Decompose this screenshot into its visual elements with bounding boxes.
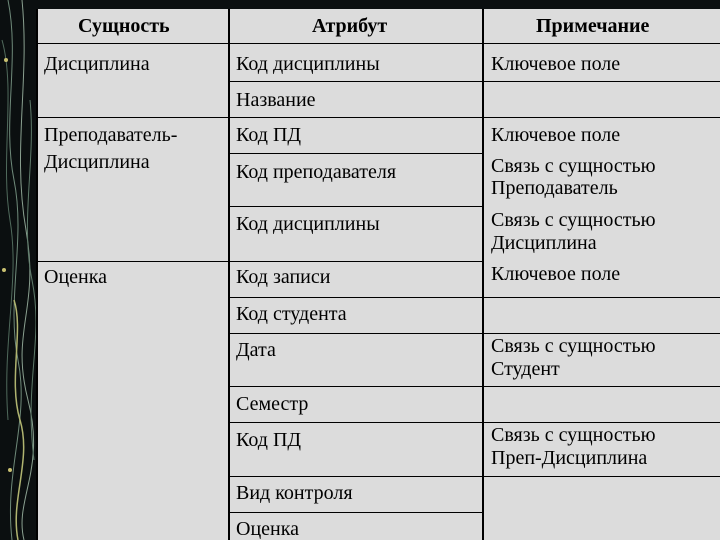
attribute-cell: Название — [236, 89, 316, 111]
note-cell: Ключевое поле — [491, 263, 621, 285]
note-row-divider — [482, 386, 720, 387]
note-cell: Преподаватель — [491, 177, 618, 199]
attribute-row-divider — [228, 206, 482, 207]
attribute-cell: Код записи — [236, 266, 331, 288]
note-row-divider — [482, 476, 720, 477]
note-cell: Дисциплина — [491, 232, 597, 254]
header-attribute: Атрибут — [312, 15, 388, 37]
entity-name: Оценка — [44, 266, 108, 288]
note-row-divider — [482, 81, 720, 82]
attribute-cell: Код ПД — [236, 124, 302, 146]
entity-row-divider — [36, 117, 228, 118]
note-cell: Ключевое поле — [491, 53, 621, 75]
note-row-divider — [482, 422, 720, 423]
attribute-row-divider — [228, 476, 482, 477]
header-note: Примечание — [536, 15, 650, 37]
attribute-cell: Оценка — [236, 518, 300, 540]
header-entity: Сущность — [78, 15, 170, 37]
note-cell: Преп-Дисциплина — [491, 447, 648, 469]
attribute-row-divider — [228, 333, 482, 334]
attribute-row-divider — [228, 512, 482, 513]
attribute-row-divider — [228, 297, 482, 298]
entity-name: Дисциплина — [44, 53, 150, 75]
attribute-cell: Код студента — [236, 303, 347, 325]
attribute-row-divider — [228, 386, 482, 387]
note-cell: Связь с сущностью — [491, 209, 656, 231]
attribute-row-divider — [228, 117, 482, 118]
entity-row-divider — [36, 261, 228, 262]
attribute-cell: Код дисциплины — [236, 53, 380, 75]
attribute-cell: Вид контроля — [236, 482, 353, 504]
column-divider-1 — [228, 9, 230, 540]
attribute-row-divider — [228, 153, 482, 154]
attribute-cell: Код преподавателя — [236, 161, 397, 183]
attribute-cell: Семестр — [236, 393, 309, 415]
entity-name: Дисциплина — [44, 151, 150, 173]
entity-attribute-table — [36, 9, 720, 540]
attribute-row-divider — [228, 422, 482, 423]
attribute-cell: Код ПД — [236, 429, 302, 451]
table-border-left — [36, 9, 38, 540]
note-cell: Ключевое поле — [491, 124, 621, 146]
entity-name: Преподаватель- — [44, 124, 178, 146]
attribute-row-divider — [228, 81, 482, 82]
note-cell: Связь с сущностью — [491, 155, 656, 177]
note-row-divider — [482, 333, 720, 334]
header-divider — [36, 43, 720, 44]
attribute-cell: Код дисциплины — [236, 213, 380, 235]
note-cell: Связь с сущностью — [491, 424, 656, 446]
note-row-divider — [482, 297, 720, 298]
note-cell: Связь с сущностью — [491, 335, 656, 357]
note-row-divider — [482, 117, 720, 118]
decorative-background-pattern — [0, 0, 40, 540]
attribute-row-divider — [228, 261, 482, 262]
attribute-cell: Дата — [236, 339, 276, 361]
column-divider-2 — [482, 9, 484, 540]
note-cell: Студент — [491, 358, 560, 380]
